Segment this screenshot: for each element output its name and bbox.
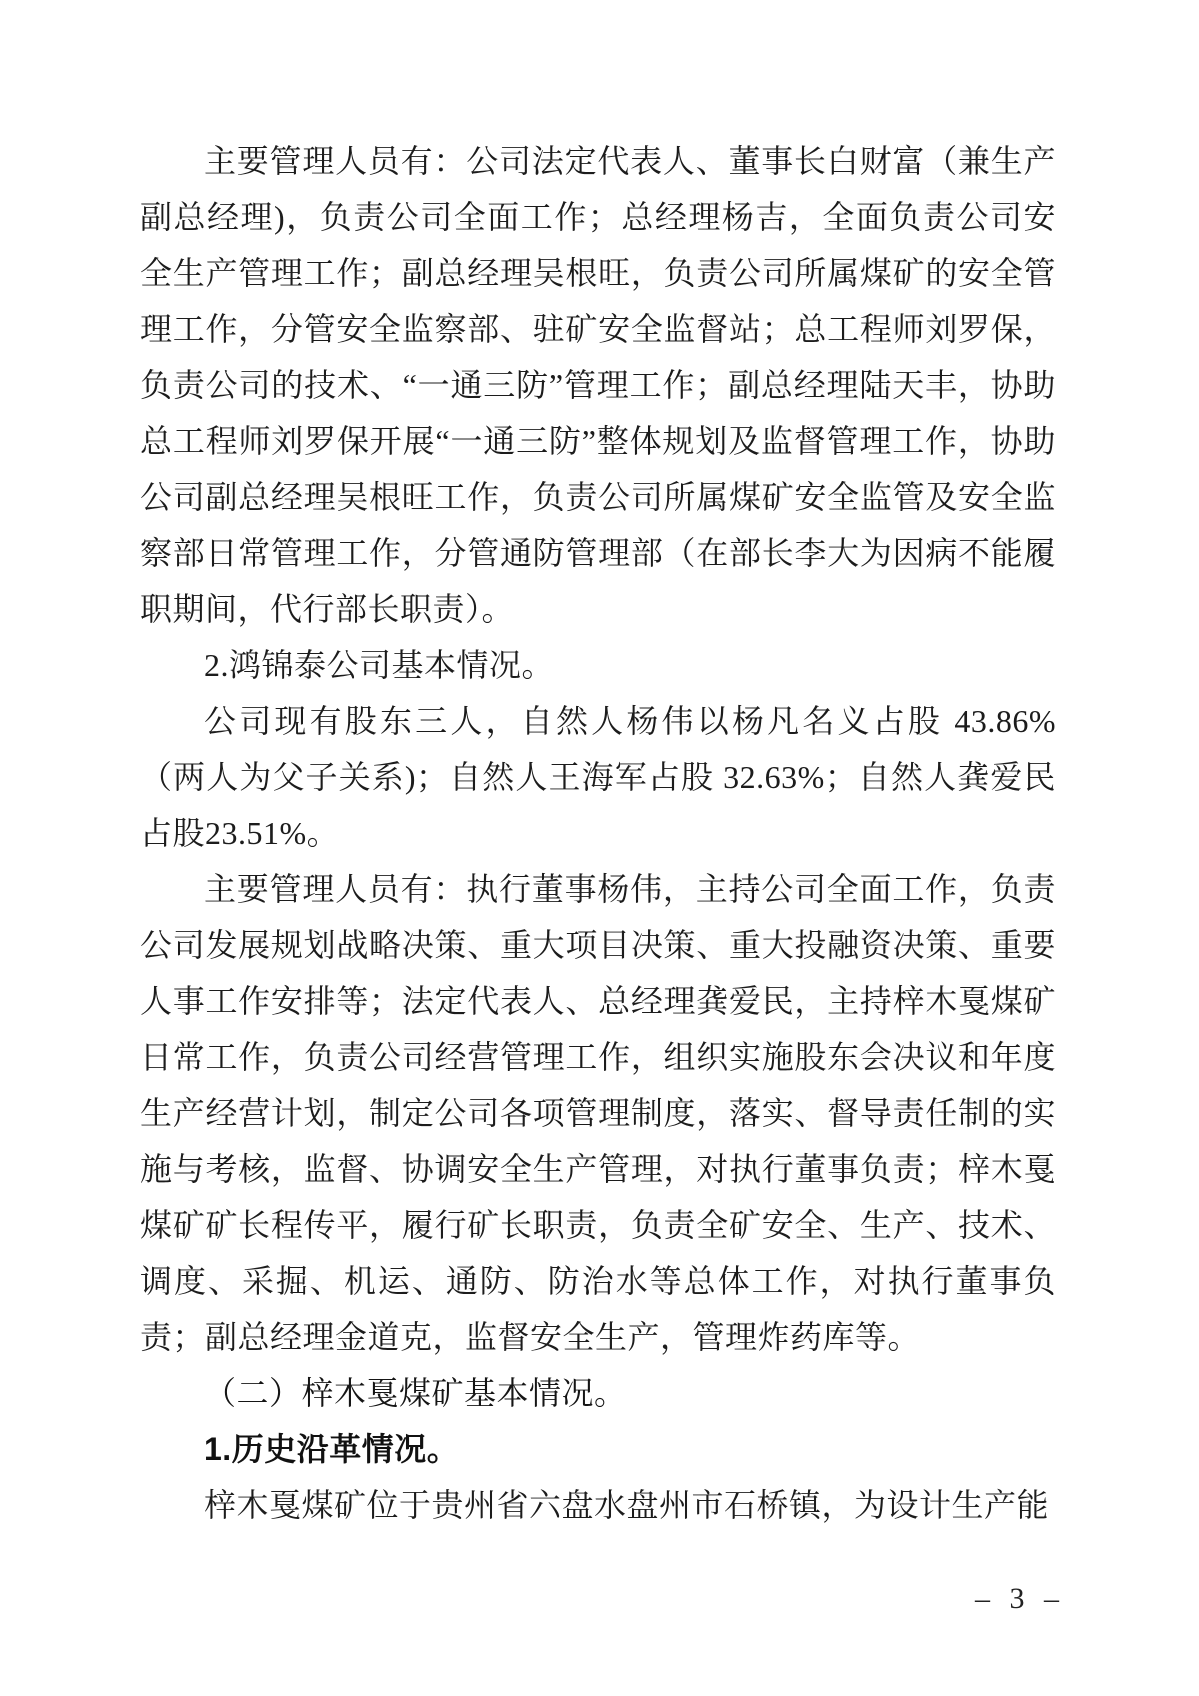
heading-hongjintai-basic-info: 2.鸿锦泰公司基本情况。 [204, 647, 555, 683]
document-body [140, 133, 1056, 1533]
paragraph-company-managers: 主要管理人员有：公司法定代表人、董事长白财富（兼生产副总经理)，负责公司全面工作；总经理杨吉，全面负责公司安全生产管理工作；副总经理吴根旺，负责公司所属煤矿的安全管理工作，分管安全监察部、驻矿安全监督站；总工程师刘罗保，负责公司的技术、“一通三防”管理工作；副总经理陆天丰，协助总工程师刘罗保开展“一通三防”整体规划及监督管理工作，协助公司副总经理吴根旺工作，负责公司所属煤矿安全监管及安全监察部日常管理工作，分管通防管理部（在部长李大为因病不能履职期间，代行部长职责）。 [140, 143, 1056, 627]
heading-zimujia-mine-basic-info: （二）梓木戛煤矿基本情况。 [204, 1375, 627, 1411]
page-number: – 3 – [975, 1582, 1059, 1615]
heading-history-evolution: 1.历史沿革情况。 [204, 1431, 460, 1467]
paragraph-mine-location: 梓木戛煤矿位于贵州省六盘水盘州市石桥镇，为设计生产能 [204, 1487, 1050, 1523]
paragraph-hongjintai-managers: 主要管理人员有：执行董事杨伟，主持公司全面工作，负责公司发展规划战略决策、重大项目决策、重大投融资决策、重要人事工作安排等；法定代表人、总经理龚爱民，主持梓木戛煤矿日常工作，负责公司经营管理工作，组织实施股东会决议和年度生产经营计划，制定公司各项管理制度，落实、督导责任制的实施与考核，监督、协调安全生产管理，对执行董事负责；梓木戛煤矿矿长程传平，履行矿长职责，负责全矿安全、生产、技术、调度、采掘、机运、通防、防治水等总体工作，对执行董事负责；副总经理金道克，监督安全生产，管理炸药库等。 [140, 871, 1056, 1355]
paragraph-shareholders: 公司现有股东三人，自然人杨伟以杨凡名义占股 43.86%（两人为父子关系)；自然人王海军占股 32.63%；自然人龚爱民占股23.51%。 [140, 703, 1056, 851]
